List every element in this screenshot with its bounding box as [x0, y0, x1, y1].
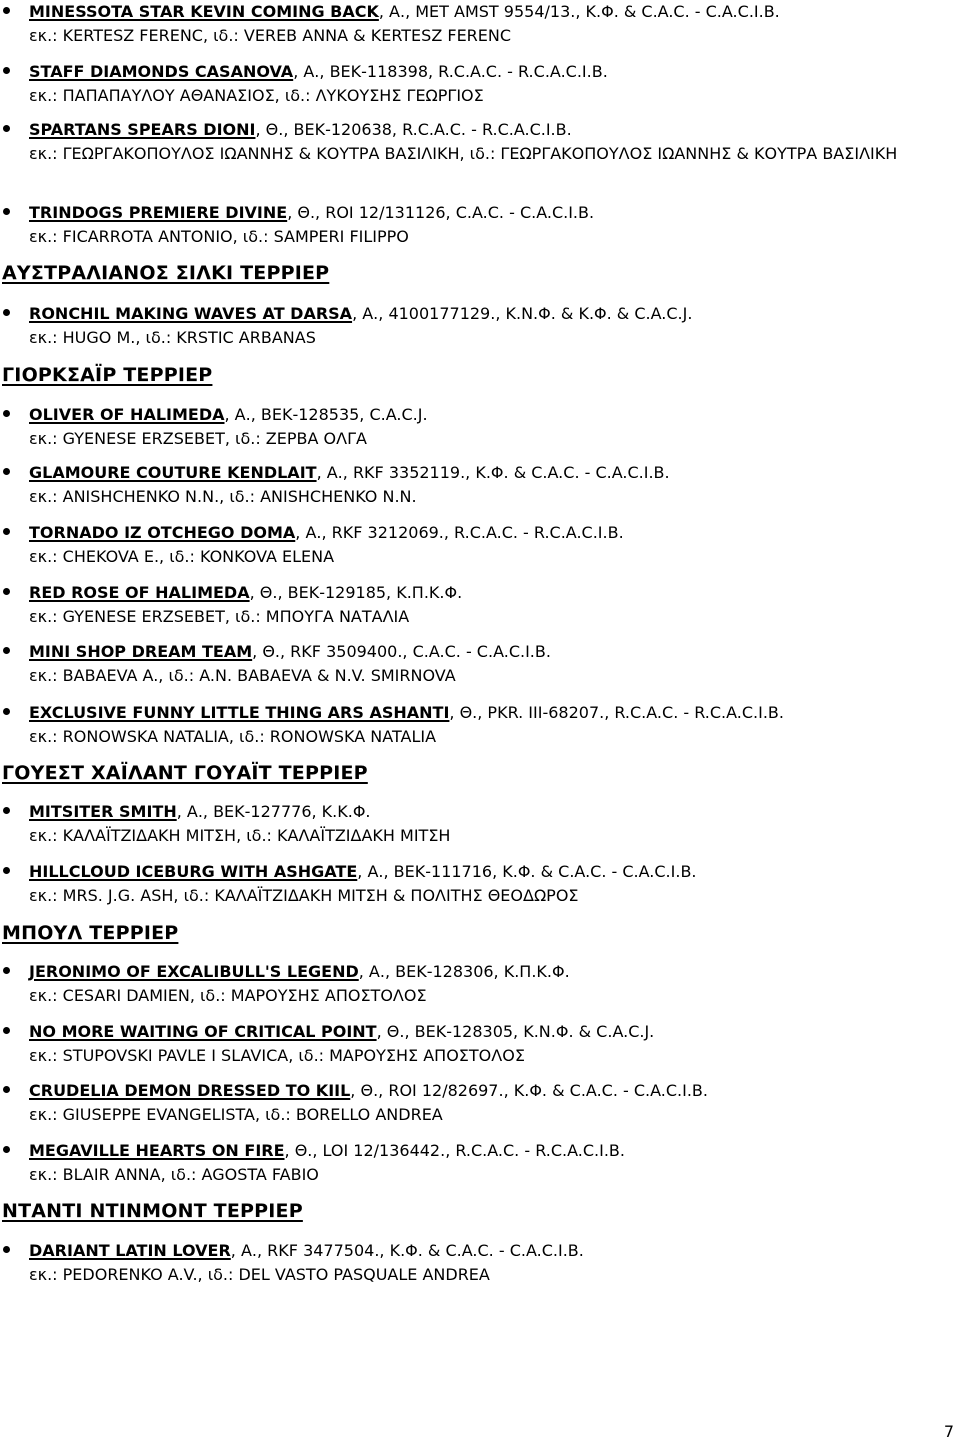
owners-line: εκ.: PEDORENKO A.V., ιδ.: DEL VASTO PASQUALE ANDREA — [29, 1265, 490, 1284]
dog-details: , Θ., ROI 12/131126, C.A.C. - C.A.C.I.B. — [287, 203, 595, 222]
dog-entry — [0, 701, 960, 749]
entry-title-line — [29, 60, 960, 84]
owners-line: εκ.: GYENESE ERZSEBET, ιδ.: ΖΕΡΒΑ ΟΛΓΑ — [29, 429, 367, 448]
dog-entry — [0, 1139, 960, 1187]
bullet-icon — [3, 647, 10, 654]
owners-line: εκ.: BLAIR ANNA, ιδ.: AGOSTA FABIO — [29, 1165, 319, 1184]
dog-entry — [0, 1020, 960, 1068]
dog-details: , Α., RKF 3477504., Κ.Φ. & C.A.C. - C.A.C.I.B. — [230, 1241, 584, 1260]
entry-title-line — [29, 1020, 960, 1044]
dog-entry — [0, 461, 960, 509]
dog-entry — [0, 860, 960, 908]
bullet-icon — [3, 867, 10, 874]
entry-title-line — [29, 1139, 960, 1163]
owners-line: εκ.: KERTESZ FERENC, ιδ.: VEREB ANNA & KERTESZ FERENC — [29, 26, 512, 45]
owners-line: εκ.: CESARI DAMIEN, ιδ.: ΜΑΡΟΥΣΗΣ ΑΠΟΣΤΟΛΟΣ — [29, 986, 427, 1005]
dog-name: NO MORE WAITING OF CRITICAL POINT — [29, 1022, 377, 1041]
bullet-icon — [3, 588, 10, 595]
dog-entry — [0, 201, 960, 249]
dog-entry — [0, 403, 960, 451]
owners-line: εκ.: ΠΑΠΑΠΑΥΛΟΥ ΑΘΑΝΑΣΙΟΣ, ιδ.: ΛΥΚΟΥΣΗΣ ΓΕΩΡΓΙΟΣ — [29, 86, 484, 105]
dog-details: , Α., ΒΕΚ-128535, C.A.C.J. — [224, 405, 428, 424]
owners-line: εκ.: ΓΕΩΡΓΑΚΟΠΟΥΛΟΣ ΙΩΑΝΝΗΣ & ΚΟΥΤΡΑ ΒΑΣΙΛΙΚΗ, ιδ.: ΓΕΩΡΓΑΚΟΠΟΥΛΟΣ ΙΩΑΝΝΗΣ & ΚΟΥΤΡΑ ΒΑΣΙΛΙΚΗ — [29, 144, 898, 163]
section-heading: ΓΙΟΡΚΣΑΪΡ ΤΕΡΡΙΕΡ — [2, 364, 213, 386]
page-number: 7 — [943, 1422, 954, 1441]
dog-name: STAFF DIAMONDS CASANOVA — [29, 62, 294, 81]
dog-entry — [0, 0, 960, 48]
dog-entry — [0, 302, 960, 350]
bullet-icon — [3, 1086, 10, 1093]
owners-line: εκ.: CHEKOVA E., ιδ.: KONKOVA ELENA — [29, 547, 335, 566]
owners-line: εκ.: MRS. J.G. ASH, ιδ.: ΚΑΛΑΪΤΖΙΔΑΚΗ ΜΙΤΣΗ & ΠΟΛΙΤΗΣ ΘΕΟΔΩΡΟΣ — [29, 886, 579, 905]
dog-name: TORNADO IZ OTCHEGO DOMA — [29, 523, 296, 542]
dog-details: , Θ., ΒΕΚ-120638, R.C.A.C. - R.C.A.C.I.B. — [255, 120, 572, 139]
dog-details: , Α., ΒΕΚ-118398, R.C.A.C. - R.C.A.C.I.B. — [293, 62, 608, 81]
dog-name: GLAMOURE COUTURE KENDLAIT — [29, 463, 317, 482]
owners-line: εκ.: GIUSEPPE EVANGELISTA, ιδ.: BORELLO ANDREA — [29, 1105, 443, 1124]
dog-entry — [0, 581, 960, 629]
entry-title-line — [29, 640, 960, 664]
dog-entry — [0, 960, 960, 1008]
dog-details: , Α., ΒΕΚ-128306, Κ.Π.Κ.Φ. — [358, 962, 570, 981]
bullet-icon — [3, 7, 10, 14]
bullet-icon — [3, 807, 10, 814]
entry-title-line — [29, 403, 960, 427]
bullet-icon — [3, 410, 10, 417]
dog-name: MITSITER SMITH — [29, 802, 177, 821]
owners-line: εκ.: ANISHCHENKO N.N., ιδ.: ANISHCHENKO N.N. — [29, 487, 417, 506]
entry-title-line — [29, 1239, 960, 1263]
dog-details: , Α., RKF 3352119., Κ.Φ. & C.A.C. - C.A.C.I.B. — [316, 463, 670, 482]
entry-title-line — [29, 800, 960, 824]
dog-name: CRUDELIA DEMON DRESSED TO KIIL — [29, 1081, 351, 1100]
owners-line: εκ.: RONOWSKA NATALIA, ιδ.: RONOWSKA NATALIA — [29, 727, 437, 746]
bullet-icon — [3, 1027, 10, 1034]
owners-line: εκ.: STUPOVSKI PAVLE I SLAVICA, ιδ.: ΜΑΡΟΥΣΗΣ ΑΠΟΣΤΟΛΟΣ — [29, 1046, 525, 1065]
section-heading: ΝΤΑΝΤΙ ΝΤΙΝΜΟΝΤ ΤΕΡΡΙΕΡ — [2, 1200, 303, 1222]
dog-entry — [0, 640, 960, 688]
dog-details: , Α., ΒΕΚ-127776, Κ.Κ.Φ. — [176, 802, 371, 821]
owners-line: εκ.: BABAEVA A., ιδ.: A.N. BABAEVA & N.V. SMIRNOVA — [29, 666, 456, 685]
dog-name: MINI SHOP DREAM TEAM — [29, 642, 253, 661]
bullet-icon — [3, 1246, 10, 1253]
owners-line: εκ.: GYENESE ERZSEBET, ιδ.: ΜΠΟΥΓΑ ΝΑΤΑΛΙΑ — [29, 607, 410, 626]
owners-line: εκ.: HUGO M., ιδ.: KRSTIC ARBANAS — [29, 328, 316, 347]
bullet-icon — [3, 528, 10, 535]
dog-details: , Θ., ΒΕΚ-129185, Κ.Π.Κ.Φ. — [249, 583, 463, 602]
bullet-icon — [3, 468, 10, 475]
entry-title-line — [29, 960, 960, 984]
entry-title-line — [29, 118, 960, 142]
dog-name: RED ROSE OF HALIMEDA — [29, 583, 250, 602]
entry-title-line — [29, 302, 960, 326]
dog-name: EXCLUSIVE FUNNY LITTLE THING ARS ASHANTI — [29, 703, 450, 722]
dog-name: HILLCLOUD ICEBURG WITH ASHGATE — [29, 862, 358, 881]
dog-details: , Α., MET AMST 9554/13., Κ.Φ. & C.A.C. - C.A.C.I.B. — [378, 2, 780, 21]
bullet-icon — [3, 67, 10, 74]
dog-entry — [0, 1239, 960, 1287]
dog-details: , Θ., PKR. III-68207., R.C.A.C. - R.C.A.C.I.B. — [449, 703, 784, 722]
dog-details: , Α., RKF 3212069., R.C.A.C. - R.C.A.C.I.B. — [295, 523, 624, 542]
entry-title-line — [29, 0, 960, 24]
entry-title-line — [29, 201, 960, 225]
bullet-icon — [3, 208, 10, 215]
entry-title-line — [29, 521, 960, 545]
dog-details: , Α., ΒΕΚ-111716, Κ.Φ. & C.A.C. - C.A.C.I.B. — [357, 862, 697, 881]
bullet-icon — [3, 309, 10, 316]
entry-title-line — [29, 860, 960, 884]
dog-details: , Θ., ΒΕΚ-128305, Κ.Ν.Φ. & C.A.C.J. — [376, 1022, 655, 1041]
bullet-icon — [3, 967, 10, 974]
dog-entry — [0, 800, 960, 848]
entry-title-line — [29, 701, 960, 725]
dog-entry — [0, 1079, 960, 1127]
dog-details: , Α., 4100177129., Κ.Ν.Φ. & Κ.Φ. & C.A.C.J. — [352, 304, 693, 323]
dog-name: MEGAVILLE HEARTS ON FIRE — [29, 1141, 285, 1160]
dog-entry — [0, 60, 960, 108]
entry-title-line — [29, 461, 960, 485]
dog-entry — [0, 118, 960, 166]
dog-details: , Θ., RKF 3509400., C.A.C. - C.A.C.I.B. — [252, 642, 551, 661]
bullet-icon — [3, 1146, 10, 1153]
dog-name: OLIVER OF HALIMEDA — [29, 405, 225, 424]
entry-title-line — [29, 581, 960, 605]
dog-name: RONCHIL MAKING WAVES AT DARSA — [29, 304, 353, 323]
section-heading: ΓΟΥΕΣΤ ΧΑΪΛΑΝΤ ΓΟΥΑΪΤ ΤΕΡΡΙΕΡ — [2, 762, 368, 784]
dog-entry — [0, 521, 960, 569]
bullet-icon — [3, 708, 10, 715]
dog-name: DARIANT LATIN LOVER — [29, 1241, 231, 1260]
owners-line: εκ.: ΚΑΛΑΪΤΖΙΔΑΚΗ ΜΙΤΣΗ, ιδ.: ΚΑΛΑΪΤΖΙΔΑΚΗ ΜΙΤΣΗ — [29, 826, 451, 845]
section-heading: ΜΠΟΥΛ ΤΕΡΡΙΕΡ — [2, 922, 179, 944]
dog-name: MINESSOTA STAR KEVIN COMING BACK — [29, 2, 379, 21]
dog-name: SPARTANS SPEARS DIONI — [29, 120, 256, 139]
dog-name: TRINDOGS PREMIERE DIVINE — [29, 203, 288, 222]
dog-details: , Θ., LOI 12/136442., R.C.A.C. - R.C.A.C.I.B. — [284, 1141, 625, 1160]
dog-details: , Θ., ROI 12/82697., Κ.Φ. & C.A.C. - C.A.C.I.B. — [350, 1081, 708, 1100]
bullet-icon — [3, 125, 10, 132]
owners-line: εκ.: FICARROTA ANTONIO, ιδ.: SAMPERI FILIPPO — [29, 227, 409, 246]
section-heading: ΑΥΣΤΡΑΛΙΑΝΟΣ ΣΙΛΚΙ ΤΕΡΡΙΕΡ — [2, 262, 330, 284]
dog-name: JERONIMO OF EXCALIBULL'S LEGEND — [29, 962, 359, 981]
entry-title-line — [29, 1079, 960, 1103]
